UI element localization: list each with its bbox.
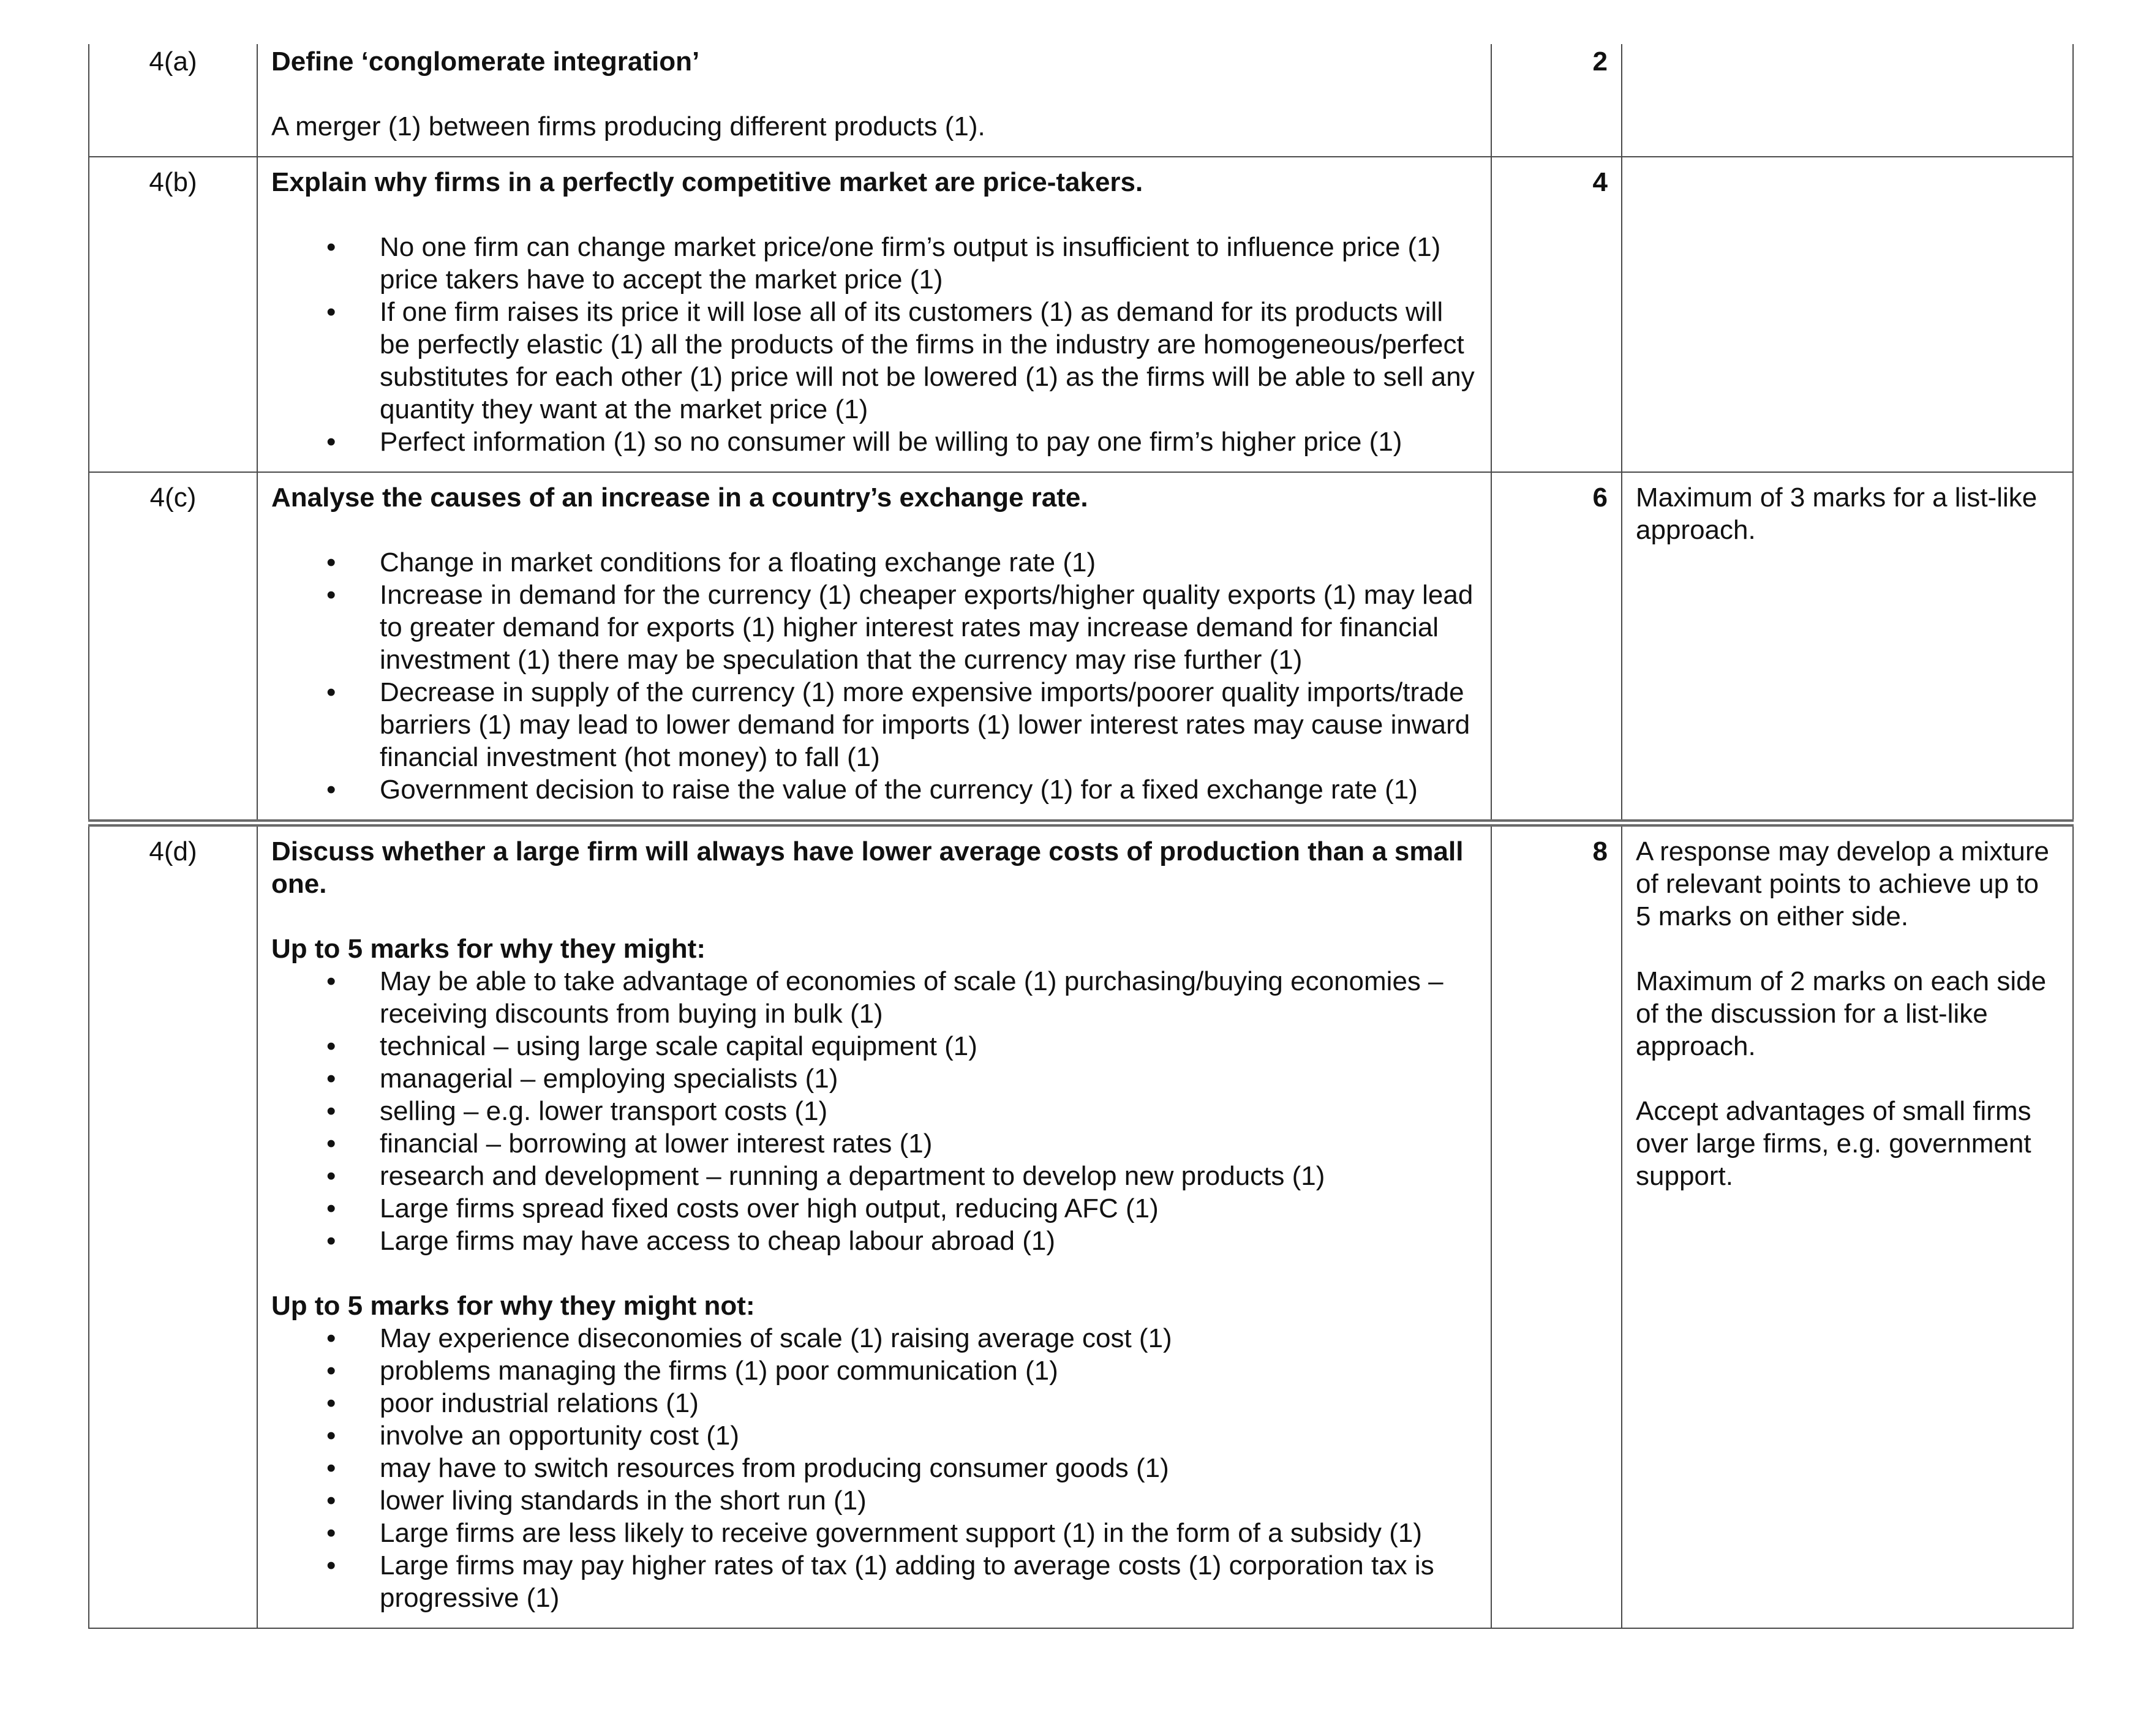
question-number: 4(a) xyxy=(89,44,257,157)
guidance-note: Maximum of 3 marks for a list-like approach. xyxy=(1636,483,2038,545)
section-heading: Up to 5 marks for why they might not: xyxy=(271,1291,755,1321)
answer-point: • technical – using large scale capital equipment (1) xyxy=(271,1030,1476,1062)
answer-point: • lower living standards in the short run (1) xyxy=(271,1484,1476,1517)
question-number: 4(b) xyxy=(89,157,257,472)
guidance-cell xyxy=(1622,157,2073,472)
mark-scheme-table xyxy=(88,44,2074,1629)
answer-points xyxy=(271,965,1476,1257)
guidance-note: A response may develop a mixture of relevant points to achieve up to 5 marks on either side. xyxy=(1636,836,2050,931)
marks-cell: 6 xyxy=(1491,472,1622,823)
section-heading: Up to 5 marks for why they might: xyxy=(271,934,706,964)
question-row-4c xyxy=(89,472,2073,823)
guidance-note: Maximum of 2 marks on each side of the discussion for a list-like approach. xyxy=(1636,966,2047,1061)
answer-point: • financial – borrowing at lower interest rates (1) xyxy=(271,1127,1476,1160)
answer-point: • No one firm can change market price/one firm’s output is insufficient to influence price (1) price takers have to accept the market price (1) xyxy=(271,231,1476,296)
answer-point: • selling – e.g. lower transport costs (1) xyxy=(271,1095,1476,1127)
marks-cell: 4 xyxy=(1491,157,1622,472)
question-stem: Define ‘conglomerate integration’ xyxy=(271,47,700,77)
question-number: 4(d) xyxy=(89,823,257,1628)
answer-point: • may have to switch resources from producing consumer goods (1) xyxy=(271,1452,1476,1484)
answer-point: • problems managing the firms (1) poor communication (1) xyxy=(271,1355,1476,1387)
answer-point: • Large firms may pay higher rates of tax (1) adding to average costs (1) corporation tax is progressive (1) xyxy=(271,1549,1476,1614)
answer-point: • May be able to take advantage of economies of scale (1) purchasing/buying economies – receiving discounts from buying in bulk (1) xyxy=(271,965,1476,1030)
guidance-note: Accept advantages of small firms over large firms, e.g. government support. xyxy=(1636,1096,2031,1191)
marks-cell: 2 xyxy=(1491,44,1622,157)
answer-cell xyxy=(257,157,1491,472)
question-stem: Analyse the causes of an increase in a country’s exchange rate. xyxy=(271,483,1088,513)
answer-point: • managerial – employing specialists (1) xyxy=(271,1062,1476,1095)
guidance-cell xyxy=(1622,472,2073,823)
answer-cell xyxy=(257,44,1491,157)
answer-point: • research and development – running a department to develop new products (1) xyxy=(271,1160,1476,1192)
answer-points xyxy=(271,1322,1476,1614)
answer-point: • Large firms spread fixed costs over high output, reducing AFC (1) xyxy=(271,1192,1476,1225)
question-row-4b xyxy=(89,157,2073,472)
question-row-4d xyxy=(89,823,2073,1628)
answer-point: • Large firms may have access to cheap labour abroad (1) xyxy=(271,1225,1476,1257)
answer-point: • poor industrial relations (1) xyxy=(271,1387,1476,1419)
answer-point: • Perfect information (1) so no consumer will be willing to pay one firm’s higher price (1) xyxy=(271,426,1476,458)
answer-point: • Decrease in supply of the currency (1) more expensive imports/poorer quality imports/trade barriers (1) may lead to lower demand for imports (1) lower interest rates may cause inward financial investment (hot money) to fall (1) xyxy=(271,676,1476,773)
guidance-cell xyxy=(1622,823,2073,1628)
answer-point: • If one firm raises its price it will lose all of its customers (1) as demand for its products will be perfectly elastic (1) all the products of the firms in the industry are homogeneous/perfect substitutes for each other (1) price will not be lowered (1) as the firms will be able to sell any quantity they want at the market price (1) xyxy=(271,296,1476,426)
answer-points xyxy=(271,231,1476,458)
answer-point: • Increase in demand for the currency (1) cheaper exports/higher quality exports (1) may lead to greater demand for exports (1) higher interest rates may increase demand for financial investment (1) there may be speculation that the currency may rise further (1) xyxy=(271,579,1476,676)
answer-point: • Change in market conditions for a floating exchange rate (1) xyxy=(271,546,1476,579)
answer-point: • involve an opportunity cost (1) xyxy=(271,1419,1476,1452)
answer-points xyxy=(271,546,1476,806)
answer-point: • Large firms are less likely to receive government support (1) in the form of a subsidy (1) xyxy=(271,1517,1476,1549)
question-stem: Explain why firms in a perfectly competitive market are price-takers. xyxy=(271,167,1143,197)
marks-cell: 8 xyxy=(1491,823,1622,1628)
answer-cell xyxy=(257,823,1491,1628)
answer-cell xyxy=(257,472,1491,823)
question-stem: Discuss whether a large firm will always have lower average costs of production than a small one. xyxy=(271,836,1464,899)
answer-point: • May experience diseconomies of scale (1) raising average cost (1) xyxy=(271,1322,1476,1355)
answer-point: • Government decision to raise the value of the currency (1) for a fixed exchange rate (1) xyxy=(271,773,1476,806)
question-number: 4(c) xyxy=(89,472,257,823)
guidance-cell xyxy=(1622,44,2073,157)
answer-text: A merger (1) between firms producing different products (1). xyxy=(271,111,985,141)
question-row-4a xyxy=(89,44,2073,157)
